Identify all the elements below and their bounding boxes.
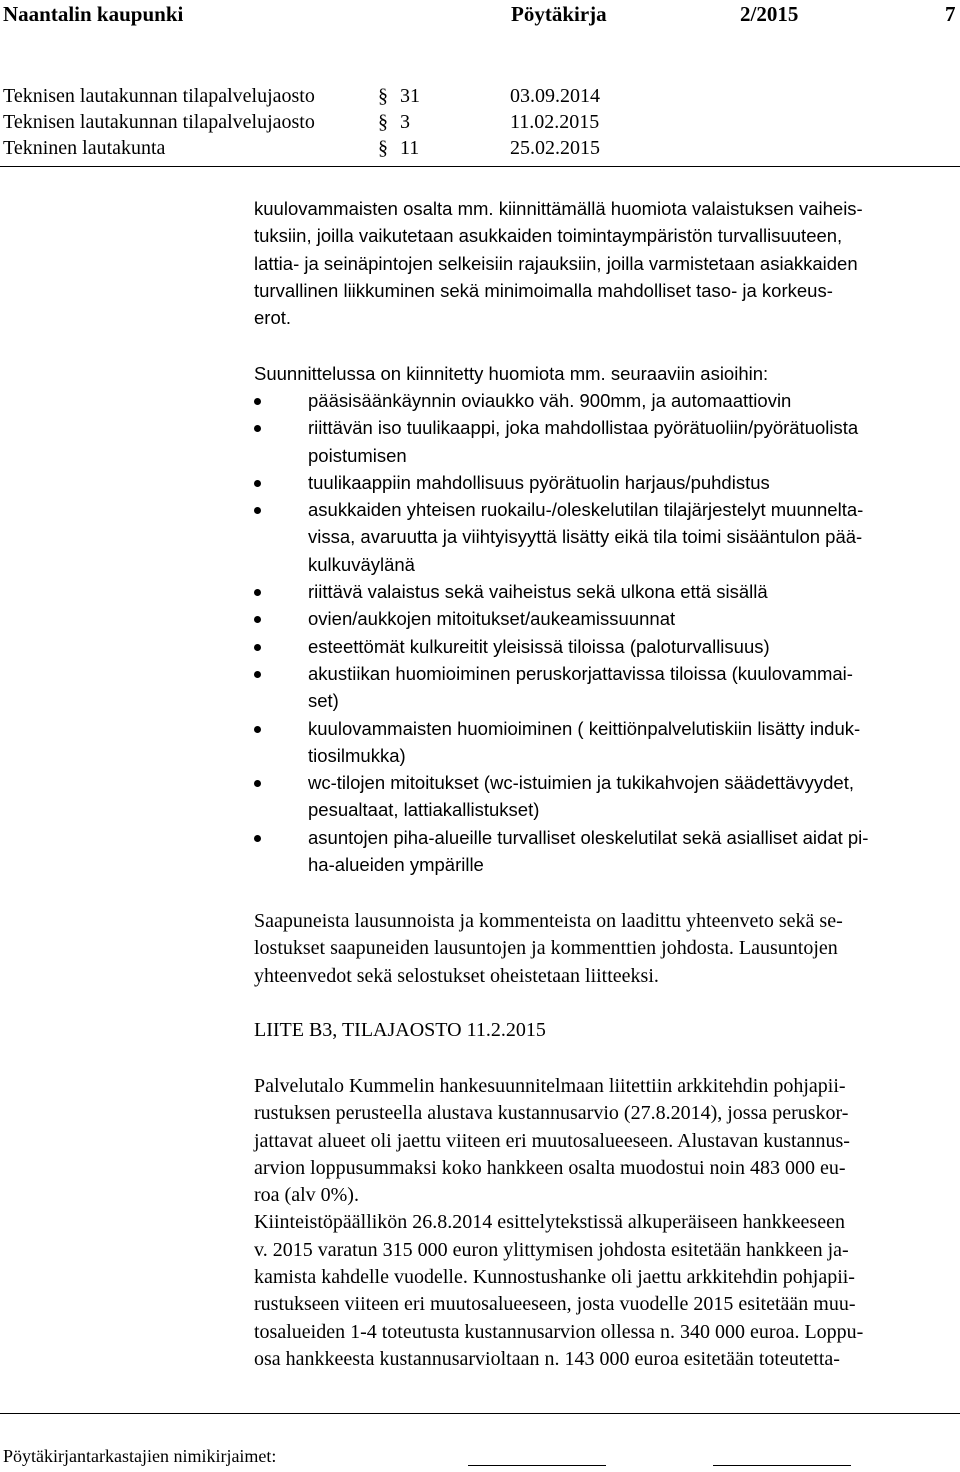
- bullet-icon: [254, 835, 261, 842]
- text-line: Suunnittelussa on kiinnitetty huomiota mm. seuraaviin asioihin:: [254, 363, 769, 384]
- section-sign: §: [378, 137, 388, 159]
- text-line: riittävän iso tuulikaappi, joka mahdollistaa pyörätuoliin/pyörätuolista: [308, 417, 859, 439]
- text-line: lattia- ja seinäpintojen selkeisiin rajauksiin, joilla varmistetaan asiakkaiden: [254, 252, 858, 274]
- text-line: kamista kahdelle vuodelle. Kunnostushanke oli jaettu arkkitehdin pohjapii-: [254, 1266, 855, 1289]
- text-line: Palvelutalo Kummelin hankesuunnitelmaan liitettiin arkkitehdin pohjapii-: [254, 1075, 846, 1097]
- bullet-icon: [254, 616, 261, 623]
- text-line: tiosilmukka): [308, 744, 406, 766]
- text-line: v. 2015 varatun 315 000 euron ylittymisen johdosta esitetään hankkeen ja-: [254, 1238, 849, 1261]
- text-line: vissa, avaruutta ja viihtyisyyttä lisätty eikä tila toimi sisääntulon pää-: [308, 526, 863, 548]
- list-intro: [254, 360, 954, 387]
- text-line: Kiinteistöpäällikön 26.8.2014 esittelytekstissä alkuperäiseen hankkeeseen: [254, 1211, 845, 1234]
- text-line: rustuksen perusteella alustava kustannusarvio (27.8.2014), jossa peruskor-: [254, 1102, 849, 1125]
- text-line: tosalueiden 1-4 toteutusta kustannusarvion ollessa n. 340 000 euroa. Loppu-: [254, 1320, 864, 1343]
- meeting-body: Teknisen lautakunnan tilapalvelujaosto: [3, 85, 315, 107]
- text-line: riittävä valaistus sekä vaiheistus sekä ulkona että sisällä: [308, 581, 768, 603]
- text-line: LIITE B3, TILAJAOSTO 11.2.2015: [254, 1019, 546, 1041]
- cost-paragraph: [254, 1073, 954, 1373]
- text-line: yhteenvedot sekä selostukset oheistetaan liitteeksi.: [254, 964, 659, 987]
- meeting-body: Tekninen lautakunta: [3, 137, 166, 159]
- list-item: [254, 633, 954, 660]
- text-line: kuulovammaisten huomioiminen ( keittiönpalvelutiskiin lisätty induk-: [308, 717, 861, 739]
- list-item: [254, 414, 954, 469]
- text-line: akustiikan huomioiminen peruskorjattavissa tiloissa (kuulovammai-: [308, 662, 853, 684]
- text-line: rustukseen viiteen eri muutosalueeseen, josta vuodelle 2015 esitetään muu-: [254, 1293, 856, 1316]
- list-item: [254, 469, 954, 496]
- section-number: 3: [400, 111, 410, 133]
- list-item: [254, 605, 954, 632]
- text-line: asukkaiden yhteisen ruokailu-/oleskelutilan tilajärjestelyt muunnelta-: [308, 499, 864, 521]
- signature-line: [468, 1465, 606, 1466]
- list-item: [254, 496, 954, 578]
- text-line: Saapuneista lausunnoista ja kommenteista on laadittu yhteenveto sekä se-: [254, 910, 843, 932]
- text-line: osa hankkeesta kustannusarvioltaan n. 143 000 euroa esitetään toteutetta-: [254, 1347, 840, 1370]
- document-type: Pöytäkirja: [511, 2, 607, 26]
- text-line: erot.: [254, 307, 292, 329]
- text-line: kuulovammaisten osalta mm. kiinnittämällä huomiota valaistuksen vaiheis-: [254, 198, 863, 219]
- summary-paragraph: [254, 908, 954, 990]
- text-line: wc-tilojen mitoitukset (wc-istuimien ja tukikahvojen säädettävyydet,: [308, 772, 854, 794]
- text-line: kulkuväylänä: [308, 553, 415, 575]
- text-line: set): [308, 690, 339, 712]
- meeting-date: 11.02.2015: [510, 111, 600, 133]
- bullet-icon: [254, 398, 261, 405]
- header-divider: [0, 166, 960, 167]
- text-line: ha-alueiden ympärille: [308, 854, 484, 876]
- bullet-icon: [254, 425, 261, 432]
- section-number: 11: [400, 137, 420, 159]
- text-line: roa (alv 0%).: [254, 1184, 359, 1207]
- list-item: [254, 387, 954, 414]
- text-line: lostukset saapuneiden lausuntojen ja kommenttien johdosta. Lausuntojen: [254, 937, 838, 960]
- text-line: arvion loppusummaksi koko hankkeen osalta muodostui noin 483 000 eu-: [254, 1156, 846, 1179]
- bullet-icon: [254, 671, 261, 678]
- signatures-label: Pöytäkirjantarkastajien nimikirjaimet:: [3, 1446, 277, 1466]
- list-item: [254, 578, 954, 605]
- design-considerations-list: [254, 387, 954, 878]
- section-number: 31: [400, 85, 420, 107]
- section-sign: §: [378, 85, 388, 107]
- meeting-date: 25.02.2015: [510, 137, 600, 159]
- text-line: asuntojen piha-alueille turvalliset oleskelutilat sekä asialliset aidat pi-: [308, 826, 869, 848]
- text-line: pesualtaat, lattiakallistukset): [308, 799, 540, 821]
- meeting-body: Teknisen lautakunnan tilapalvelujaosto: [3, 111, 315, 133]
- footer-divider: [0, 1413, 960, 1414]
- text-line: turvallinen liikkuminen sekä minimoimalla mahdolliset taso- ja korkeus-: [254, 279, 833, 301]
- text-line: ovien/aukkojen mitoitukset/aukeamissuunnat: [308, 608, 676, 630]
- bullet-icon: [254, 480, 261, 487]
- bullet-icon: [254, 507, 261, 514]
- intro-paragraph: [254, 195, 954, 331]
- text-line: jattavat alueet oli jaettu viiteen eri muutosalueeseen. Alustavan kustannus-: [254, 1129, 850, 1152]
- list-item: [254, 715, 954, 770]
- list-item: [254, 769, 954, 824]
- text-line: tuulikaappiin mahdollisuus pyörätuolin harjaus/puhdistus: [308, 471, 770, 493]
- signature-line: [713, 1465, 851, 1466]
- bullet-icon: [254, 644, 261, 651]
- page-number: 7: [945, 2, 956, 26]
- bullet-icon: [254, 726, 261, 733]
- list-item: [254, 660, 954, 715]
- meeting-date: 03.09.2014: [510, 85, 600, 107]
- section-sign: §: [378, 111, 388, 133]
- attachment-heading: [254, 1017, 954, 1044]
- list-item: [254, 824, 954, 879]
- municipality-name: Naantalin kaupunki: [3, 2, 184, 26]
- text-line: tuksiin, joilla vaikutetaan asukkaiden toimintaympäristön turvallisuuteen,: [254, 225, 843, 247]
- text-line: esteettömät kulkureitit yleisissä tiloissa (paloturvallisuus): [308, 635, 770, 657]
- bullet-icon: [254, 780, 261, 787]
- text-line: pääsisäänkäynnin oviaukko väh. 900mm, ja automaattiovin: [308, 390, 792, 411]
- bullet-icon: [254, 589, 261, 596]
- text-line: poistumisen: [308, 444, 407, 466]
- issue-number: 2/2015: [740, 2, 799, 26]
